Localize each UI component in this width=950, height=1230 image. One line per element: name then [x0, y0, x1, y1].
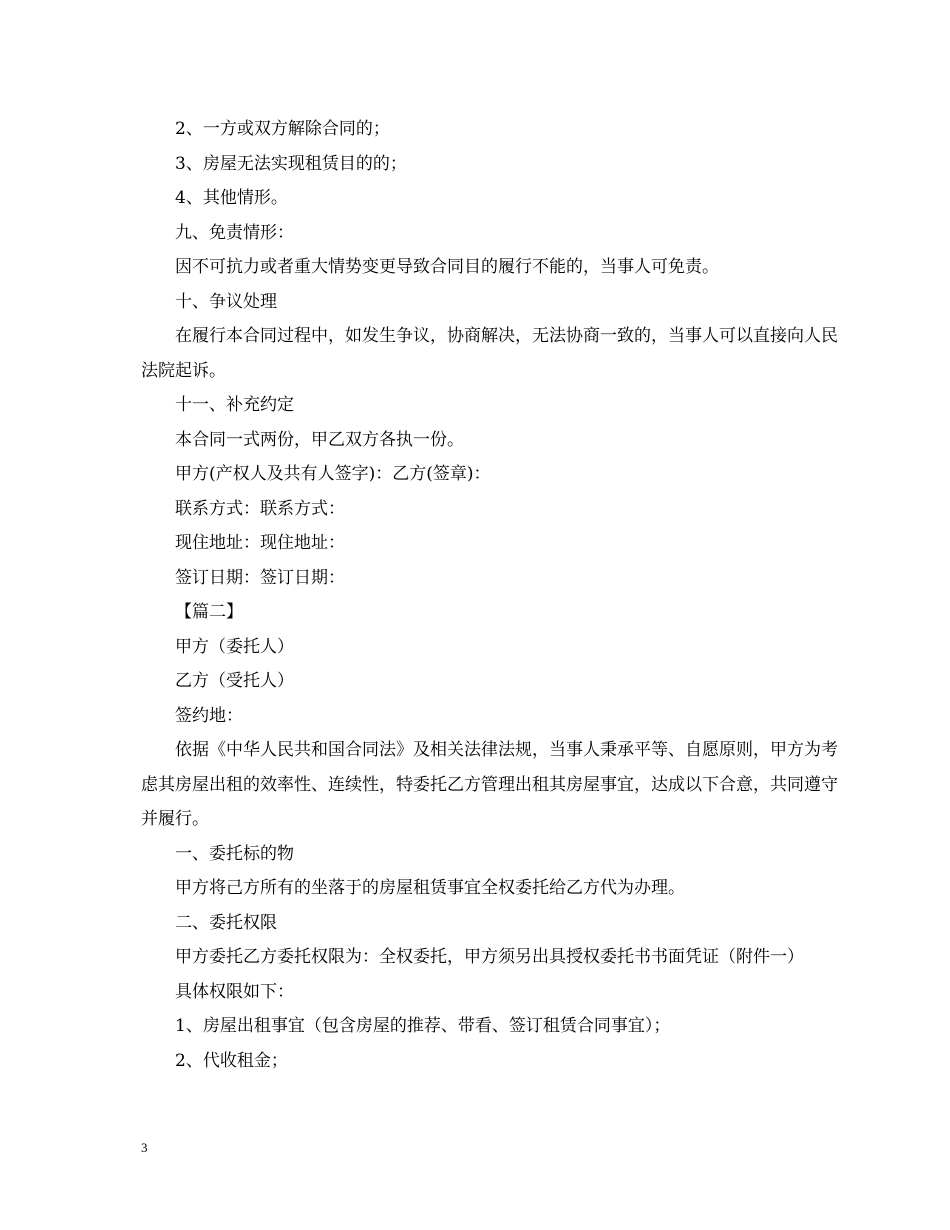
paragraph: 甲方将己方所有的坐落于的房屋租赁事宜全权委托给乙方代为办理。	[175, 878, 685, 898]
paragraph: 2、一方或双方解除合同的；	[175, 119, 390, 139]
list-item: 2、代收租金；	[175, 1050, 288, 1071]
list-item: 1、房屋出租事宜（包含房屋的推荐、带看、签订租赁合同事宜）；	[175, 1016, 671, 1036]
address-line: 现住地址：现住地址：	[175, 533, 345, 553]
paragraph: 3、房屋无法实现租赁目的的；	[175, 153, 407, 174]
paragraph: 在履行本合同过程中，如发生争议，协商解决，无法协商一致的，当事人可以直接向人民法院起诉。	[141, 326, 838, 381]
paragraph: 因不可抗力或者重大情势变更导致合同目的履行不能的，当事人可免责。	[175, 257, 719, 277]
signature-line: 甲方(产权人及共有人签字)：乙方(签章)：	[175, 464, 491, 484]
party-b: 乙方（受托人）	[175, 671, 294, 691]
party-a: 甲方（委托人）	[175, 636, 294, 657]
signing-place: 签约地：	[175, 705, 243, 726]
date-line: 签订日期：签订日期：	[175, 567, 345, 588]
section-heading: 十、争议处理	[175, 291, 277, 312]
section-heading: 十一、补充约定	[175, 395, 294, 415]
paragraph: 具体权限如下：	[175, 981, 294, 1002]
paragraph: 4、其他情形。	[175, 188, 288, 208]
paragraph: 本合同一式两份，甲乙双方各执一份。	[175, 429, 464, 450]
document-body	[141, 112, 841, 1078]
section-heading: 九、免责情形：	[175, 222, 294, 243]
section-heading: 一、委托标的物	[175, 843, 294, 864]
page-number: 3	[141, 1140, 148, 1155]
section-heading: 二、委托权限	[175, 912, 277, 933]
part-heading: 【篇二】	[175, 602, 243, 622]
paragraph: 甲方委托乙方委托权限为：全权委托，甲方须另出具授权委托书书面凭证（附件一）	[175, 947, 804, 967]
paragraph: 依据《中华人民共和国合同法》及相关法律法规，当事人秉承平等、自愿原则，甲方为考虑其房屋出租的效率性、连续性，特委托乙方管理出租其房屋事宜，达成以下合意，共同遵守并履行。	[141, 740, 838, 829]
contact-line: 联系方式：联系方式：	[175, 498, 345, 519]
